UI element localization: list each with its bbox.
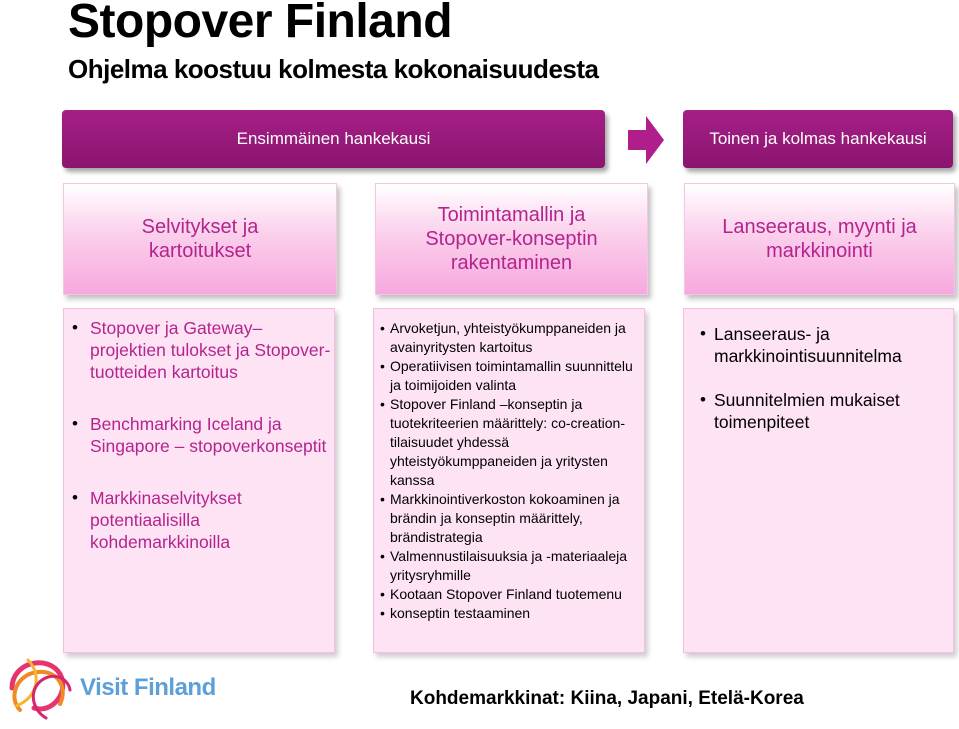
target-markets: Kohdemarkkinat: Kiina, Japani, Etelä-Korea — [410, 688, 804, 709]
arrow-right-icon — [626, 114, 666, 166]
column-panel-2 — [373, 308, 645, 653]
column-panel-1 — [63, 308, 335, 653]
visit-finland-logo-icon — [2, 648, 80, 726]
heading-line: Stopover-konseptin — [425, 228, 598, 250]
heading-line: Lanseeraus, myynti ja — [722, 216, 917, 238]
list-item: • Stopover ja Gateway–projektien tulokset ja Stopover- tuotteiden kartoitus — [86, 317, 334, 383]
list-item: • Markkinointiverkoston kokoaminen ja brändin ja konseptin määrittely, brändistrategia — [388, 490, 638, 547]
heading-line: kartoitukset — [148, 240, 252, 262]
list-item: • Stopover Finland –konseptin ja tuotekriteerien määrittely: co-creation- tilaisuudet yhdessä yhteistyökumppaneiden ja yritysten kanssa — [388, 395, 638, 490]
bullet-list — [64, 309, 334, 553]
list-item: • Markkinaselvitykset potentiaalisilla kohdemarkkinoilla — [86, 487, 334, 553]
phase-second-label: Toinen ja kolmas hankekausi — [709, 129, 927, 148]
list-item: • Valmennustilaisuuksia ja -materiaaleja yritysryhmille — [388, 547, 638, 585]
phase-first-banner — [62, 110, 605, 168]
phase-second-banner — [683, 110, 953, 168]
page-subtitle: Ohjelma koostuu kolmesta kokonaisuudesta — [68, 54, 599, 84]
heading-line: rakentaminen — [450, 252, 573, 274]
column-heading-1 — [63, 183, 337, 295]
list-item: • Suunnitelmien mukaiset toimenpiteet — [714, 389, 943, 433]
list-item: • Kootaan Stopover Finland tuotemenu — [388, 585, 638, 604]
page-title: Stopover Finland — [68, 0, 453, 48]
list-item: • Lanseeraus- ja markkinointisuunnitelma — [714, 323, 943, 367]
list-item: • Benchmarking Iceland ja Singapore – stopoverkonseptit — [86, 413, 334, 457]
heading-line: Selvitykset ja — [141, 216, 259, 238]
column-panel-3 — [683, 308, 954, 653]
phase-first-label: Ensimmäinen hankekausi — [236, 129, 431, 148]
logo-text: Visit Finland — [80, 674, 216, 701]
heading-line: markkinointi — [766, 240, 873, 262]
column-heading-2 — [375, 183, 648, 295]
list-item: • konseptin testaaminen — [388, 604, 638, 623]
list-item: • Operatiivisen toimintamallin suunnittelu ja toimijoiden valinta — [388, 357, 638, 395]
bullet-list — [684, 309, 953, 433]
heading-line: Toimintamallin ja — [437, 204, 586, 226]
bullet-list — [374, 309, 644, 623]
list-item: • Arvoketjun, yhteistyökumppaneiden ja avainyritysten kartoitus — [388, 319, 638, 357]
column-heading-3 — [684, 183, 955, 295]
